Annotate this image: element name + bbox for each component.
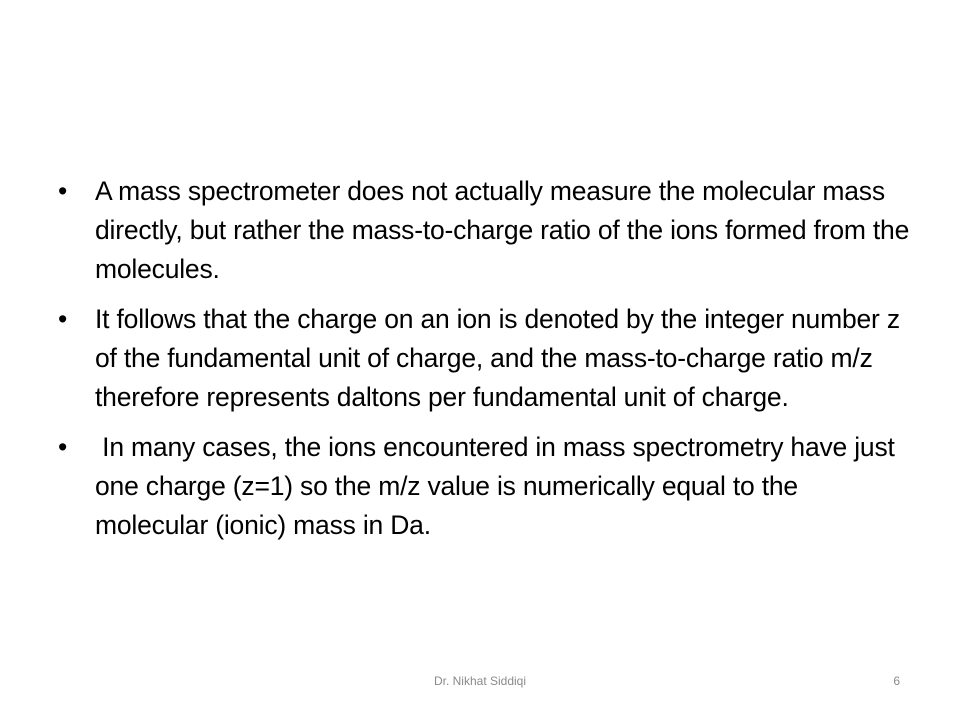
page-number: 6 [893,674,900,688]
bullet-text-1: A mass spectrometer does not actually measure the molecular mass directly, but rather the mass-to-charge ratio of the ions formed from the molecules. [95,176,910,284]
bullet-item-2 [58,300,918,417]
footer-author: Dr. Nikhat Siddiqi [433,674,527,688]
bullet-text-3: In many cases, the ions encountered in mass spectrometry have just one charge (z=1) so the m/z value is numerically equal to the molecular (ionic) mass in Da. [95,432,902,540]
bullet-list [58,172,918,556]
bullet-marker: • [58,176,68,206]
bullet-item-1 [58,172,918,289]
bullet-item-3 [58,428,918,545]
bullet-marker: • [58,432,68,462]
bullet-text-2: It follows that the charge on an ion is denoted by the integer number z of the fundamental unit of charge, and the mass-to-charge ratio m/z therefore represents daltons per fundamental unit of charge. [95,304,900,412]
bullet-marker: • [58,304,68,334]
